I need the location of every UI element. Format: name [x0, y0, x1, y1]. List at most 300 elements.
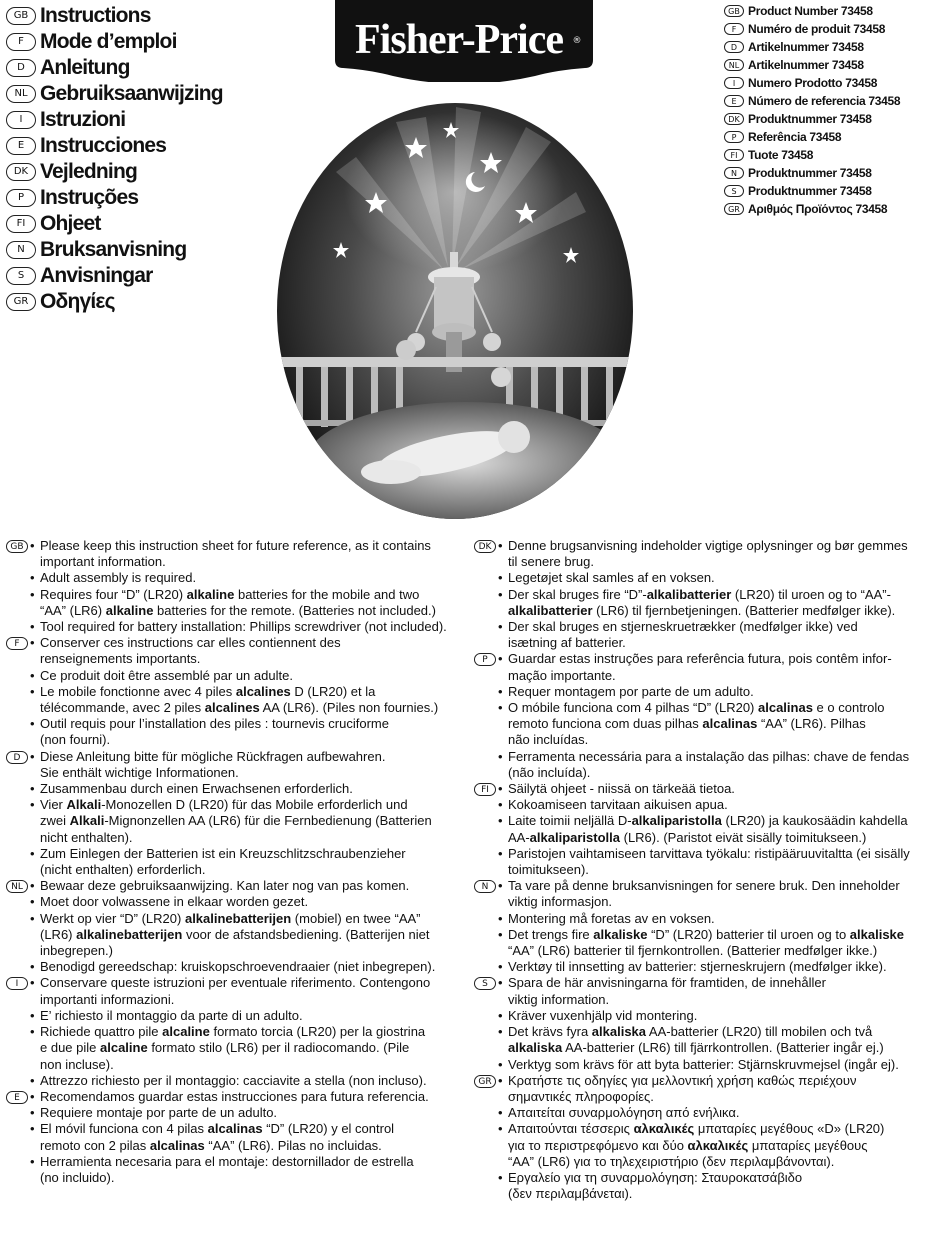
text-line: [508, 1138, 944, 1154]
text-segment: (non fourni).: [40, 732, 111, 748]
text-segment: mação importante.: [508, 667, 616, 683]
title-text: Istruzioni: [40, 108, 126, 131]
text-line: [40, 538, 454, 554]
language-code-badge: N: [724, 167, 744, 179]
product-number-row: [724, 110, 946, 128]
product-number-text: Número de referencia 73458: [748, 94, 901, 108]
text-segment: inbegrepen.): [40, 943, 113, 959]
text-segment: Bewaar deze gebruiksaanwijzing. Kan later nog van pas komen.: [40, 878, 410, 894]
text-line: [40, 554, 454, 570]
text-line: [508, 1170, 944, 1186]
bold-text-segment: alcalinas: [702, 716, 758, 732]
product-number-text: Artikelnummer 73458: [748, 40, 864, 54]
bullet-item: [498, 749, 944, 781]
text-segment: (LR6) til fjernbetjeningen. (Batterier medfølger ikke).: [592, 602, 896, 618]
language-section: [474, 975, 944, 1072]
language-code-badge: NL: [6, 880, 28, 893]
text-segment: (mobiel) en twee “AA”: [291, 910, 421, 926]
language-code-badge: GR: [474, 1075, 496, 1088]
text-segment: isætning af batterier.: [508, 635, 626, 651]
text-segment: “AA” (LR6). Pilhas: [757, 716, 866, 732]
text-segment: formato torcia (LR20) per la giostrina: [209, 1024, 426, 1040]
language-section: [474, 538, 944, 651]
bold-text-segment: alkalibatterier: [508, 602, 593, 618]
bullet-item: [30, 619, 454, 635]
text-line: [40, 1040, 454, 1056]
text-line: [508, 975, 944, 991]
text-line: [40, 830, 454, 846]
bold-text-segment: alkaliska: [508, 1040, 563, 1056]
title-text: Οδηγίες: [40, 290, 115, 313]
text-line: [40, 1024, 454, 1040]
text-segment: batteries for the remote. (Batteries not included.): [153, 602, 436, 618]
title-text: Instrucciones: [40, 134, 167, 157]
text-line: [40, 1154, 454, 1170]
text-segment: Verktyg som krävs för att byta batterier: Stjärnskruvmejsel (ingår ej).: [508, 1056, 899, 1072]
bullet-item: [30, 975, 454, 1007]
product-number-row: [724, 146, 946, 164]
instructions-left-column: [6, 538, 454, 1186]
text-segment: O móbile funciona com 4 pilhas “D” (LR20): [508, 700, 758, 716]
text-line: [40, 749, 454, 765]
text-segment: Laite toimii neljällä D-: [508, 813, 632, 829]
product-number-text: Numero Prodotto 73458: [748, 76, 878, 90]
text-segment: Ce produit doit être assemblé par un adulte.: [40, 667, 293, 683]
bullet-item: [498, 619, 944, 651]
text-line: [40, 765, 454, 781]
text-segment: Benodigd gereedschap: kruiskopschroevendraaier (niet inbegrepen).: [40, 959, 436, 975]
bullet-item: [30, 959, 454, 975]
bullet-item: [30, 1154, 454, 1186]
bullet-item: [498, 587, 944, 619]
language-code-badge: DK: [6, 163, 36, 181]
text-segment: “D” (LR20) y el control: [262, 1121, 395, 1137]
text-segment: e due pile: [40, 1040, 100, 1056]
text-segment: Diese Anleitung bitte für mögliche Rückfragen aufbewahren.: [40, 748, 386, 764]
bold-text-segment: αλκαλικές: [687, 1137, 749, 1153]
bold-text-segment: alcaline: [100, 1040, 148, 1056]
bullet-item: [498, 781, 944, 797]
text-line: [508, 732, 944, 748]
language-code-badge: FI: [6, 215, 36, 233]
text-line: [40, 1170, 454, 1186]
text-line: [40, 651, 454, 667]
bullet-item: [30, 846, 454, 878]
text-line: [508, 538, 944, 554]
text-line: [40, 732, 454, 748]
text-line: [40, 927, 454, 943]
language-code-badge: N: [6, 241, 36, 259]
text-segment: AA (LR6). (Piles non fournies.): [259, 700, 439, 716]
text-segment: Moet door volwassene in elkaar worden gezet.: [40, 894, 309, 910]
bold-text-segment: αλκαλικές: [633, 1121, 695, 1137]
bullet-item: [498, 927, 944, 959]
product-number-row: [724, 2, 946, 20]
text-line: [40, 992, 454, 1008]
bold-text-segment: alcalines: [235, 683, 291, 699]
text-line: [40, 878, 454, 894]
text-line: [508, 878, 944, 894]
text-line: [40, 959, 454, 975]
title-text: Gebruiksaanwijzing: [40, 82, 223, 105]
bullet-item: [30, 781, 454, 797]
text-line: [40, 1008, 454, 1024]
product-number-row: [724, 200, 946, 218]
product-number-text: Referência 73458: [748, 130, 842, 144]
bullet-item: [30, 668, 454, 684]
text-line: [40, 1089, 454, 1105]
title-row: [6, 55, 336, 81]
title-row: [6, 29, 336, 55]
text-segment: (no incluido).: [40, 1169, 115, 1185]
bullet-item: [30, 878, 454, 894]
text-segment: Montering må foretas av en voksen.: [508, 910, 715, 926]
language-section: [474, 1073, 944, 1203]
text-line: [508, 700, 944, 716]
language-code-badge: P: [724, 131, 744, 143]
language-code-badge: P: [6, 189, 36, 207]
text-line: [508, 927, 944, 943]
bold-text-segment: alcalinas: [758, 700, 813, 716]
language-code-badge: FI: [724, 149, 744, 161]
bullet-item: [30, 1105, 454, 1121]
text-line: [508, 635, 944, 651]
bold-text-segment: alkalibatterier: [646, 586, 732, 602]
bullet-item: [498, 684, 944, 700]
title-text: Ohjeet: [40, 212, 101, 235]
text-line: [508, 570, 944, 586]
text-line: [508, 797, 944, 813]
text-line: [40, 813, 454, 829]
bullet-item: [30, 538, 454, 570]
text-line: [40, 716, 454, 732]
product-number-row: [724, 182, 946, 200]
text-segment: (nicht enthalten) erforderlich.: [40, 862, 206, 878]
language-code-badge: F: [6, 33, 36, 51]
text-line: [508, 1008, 944, 1024]
text-segment: El móvil funciona con 4 pilas: [40, 1121, 208, 1137]
text-line: [508, 959, 944, 975]
text-segment: formato stilo (LR6) per il radiocomando. (Pile: [147, 1040, 410, 1056]
language-code-badge: S: [724, 185, 744, 197]
text-line: [508, 749, 944, 765]
text-line: [40, 943, 454, 959]
title-text: Mode d’emploi: [40, 30, 177, 53]
language-code-badge: N: [474, 880, 496, 893]
text-line: [508, 992, 944, 1008]
text-segment: Der skal bruges fire “D”-: [508, 586, 647, 602]
text-line: [40, 862, 454, 878]
product-number-text: Produktnummer 73458: [748, 184, 872, 198]
language-code-badge: S: [474, 977, 496, 990]
text-segment: Please keep this instruction sheet for future reference, as it contains: [40, 538, 431, 553]
language-code-badge: GR: [6, 293, 36, 311]
bullet-item: [30, 716, 454, 748]
text-segment: viktig information.: [508, 991, 610, 1007]
text-line: [40, 603, 454, 619]
text-segment: D (LR20) et la: [290, 683, 376, 699]
text-segment: Ferramenta necessária para a instalação das pilhas: chave de fendas: [508, 748, 910, 764]
text-line: [508, 862, 944, 878]
text-line: [508, 1073, 944, 1089]
text-line: [508, 1024, 944, 1040]
bullet-item: [498, 975, 944, 1007]
text-segment: σημαντικές πληροφορίες.: [508, 1088, 654, 1104]
bold-text-segment: alkalinebatterijen: [184, 910, 292, 926]
text-line: [508, 716, 944, 732]
language-code-badge: I: [6, 111, 36, 129]
language-code-badge: GB: [6, 540, 28, 553]
text-segment: renseignements importants.: [40, 651, 201, 667]
product-number-row: [724, 164, 946, 182]
text-segment: Vier: [40, 797, 67, 813]
text-segment: batteries for the mobile and two: [234, 586, 420, 602]
text-line: [40, 975, 454, 991]
language-section: [6, 635, 454, 748]
language-code-badge: NL: [6, 85, 36, 103]
text-segment: zwei: [40, 813, 70, 829]
text-line: [508, 668, 944, 684]
text-line: [508, 911, 944, 927]
bullet-item: [498, 878, 944, 910]
text-segment: για το περιστρεφόμενο και δύο: [508, 1137, 688, 1153]
language-code-badge: NL: [724, 59, 744, 71]
language-code-badge: P: [474, 653, 496, 666]
text-line: [40, 587, 454, 603]
language-section: [474, 781, 944, 878]
text-segment: Der skal bruges en stjerneskruetrækker (medfølger ikke) ved: [508, 619, 858, 635]
text-segment: e o controlo: [812, 700, 885, 716]
bullet-item: [498, 1024, 944, 1056]
product-number-text: Artikelnummer 73458: [748, 58, 864, 72]
crib-star-projector-photo-icon: [276, 102, 634, 520]
title-text: Anleitung: [40, 56, 130, 79]
product-number-row: [724, 128, 946, 146]
product-number-text: Produktnummer 73458: [748, 112, 872, 126]
product-number-row: [724, 56, 946, 74]
text-segment: Denne brugsanvisning indeholder vigtige oplysninger og bør gemmes: [508, 538, 908, 553]
text-segment: AA-batterier (LR6) till fjärrkontrollen. (Batterier ingår ej.): [562, 1040, 884, 1056]
bold-text-segment: alkaliske: [593, 926, 648, 942]
text-segment: “AA” (LR6). Pilas no incluidas.: [204, 1137, 382, 1153]
product-number-row: [724, 92, 946, 110]
text-segment: Werkt op vier “D” (LR20): [40, 910, 185, 926]
text-line: [40, 1073, 454, 1089]
bold-text-segment: alkaline: [186, 586, 235, 602]
text-segment: Verktøy til innsetting av batterier: stjerneskrujern (medfølger ikke).: [508, 959, 887, 975]
text-segment: “AA” (LR6): [40, 602, 106, 618]
text-line: [40, 1138, 454, 1154]
text-segment: “AA” (LR6) για το τηλεχειριστήριο (δεν περιλαμβάνονται).: [508, 1153, 835, 1169]
text-segment: Det krävs fyra: [508, 1024, 592, 1040]
text-line: [508, 830, 944, 846]
language-code-badge: F: [724, 23, 744, 35]
title-text: Vejledning: [40, 160, 138, 183]
language-section: [6, 878, 454, 975]
language-section: [474, 651, 944, 781]
bullet-item: [498, 1073, 944, 1105]
text-line: [508, 619, 944, 635]
text-segment: important information.: [40, 554, 166, 570]
language-code-badge: D: [724, 41, 744, 53]
language-code-badge: F: [6, 637, 28, 650]
bullet-item: [30, 570, 454, 586]
text-line: [508, 846, 944, 862]
text-segment: (LR6). (Paristot eivät sisälly toimitukseen.): [620, 829, 867, 845]
text-segment: télécommande, avec 2 piles: [40, 700, 205, 716]
title-row: [6, 3, 336, 29]
title-text: Instructions: [40, 4, 151, 27]
text-line: [40, 700, 454, 716]
text-line: [508, 1121, 944, 1137]
bullet-item: [498, 570, 944, 586]
bullet-item: [30, 894, 454, 910]
product-photo: [276, 102, 634, 520]
text-line: [40, 668, 454, 684]
bold-text-segment: alkalinebatterijen: [76, 926, 183, 942]
text-segment: Outil requis pour l’installation des piles : tournevis cruciforme: [40, 716, 389, 732]
text-segment: remoto funciona com duas pilhas: [508, 716, 703, 732]
language-code-badge: GR: [724, 203, 744, 215]
bullet-item: [30, 749, 454, 781]
text-line: [40, 1105, 454, 1121]
text-line: [508, 554, 944, 570]
text-line: [508, 943, 944, 959]
text-line: [508, 781, 944, 797]
title-text: Instruções: [40, 186, 139, 209]
text-line: [508, 1057, 944, 1073]
text-line: [508, 1089, 944, 1105]
language-code-badge: I: [724, 77, 744, 89]
text-segment: Richiede quattro pile: [40, 1024, 163, 1040]
bullet-item: [30, 911, 454, 960]
language-code-badge: D: [6, 59, 36, 77]
bullet-item: [498, 911, 944, 927]
product-number-text: Αριθμός Προϊόντος 73458: [748, 202, 888, 216]
bold-text-segment: alcalinas: [207, 1121, 263, 1137]
text-segment: (LR6): [40, 926, 77, 942]
text-line: [40, 635, 454, 651]
text-segment: Zusammenbau durch einen Erwachsenen erforderlich.: [40, 781, 353, 797]
text-line: [40, 619, 454, 635]
bullet-item: [498, 1057, 944, 1073]
text-segment: -Monozellen D (LR20) für das Mobile erforderlich und: [101, 797, 408, 813]
text-line: [40, 846, 454, 862]
language-code-badge: S: [6, 267, 36, 285]
product-number-row: [724, 38, 946, 56]
text-line: [508, 684, 944, 700]
text-segment: Requiere montaje por parte de un adulto.: [40, 1105, 278, 1121]
language-code-badge: FI: [474, 783, 496, 796]
bullet-item: [498, 1105, 944, 1121]
text-line: [508, 651, 944, 667]
product-number-row: [724, 20, 946, 38]
text-segment: Herramienta necesaria para el montaje: destornillador de estrella: [40, 1153, 414, 1169]
text-segment: Απαιτείται συναρμολόγηση από ενήλικα.: [508, 1105, 740, 1121]
language-code-badge: DK: [474, 540, 496, 553]
bold-text-segment: alcalines: [204, 700, 260, 716]
bullet-item: [30, 635, 454, 667]
text-segment: Legetøjet skal samles af en voksen.: [508, 570, 715, 586]
bullet-item: [498, 797, 944, 813]
bullet-item: [498, 1121, 944, 1170]
text-line: [40, 1121, 454, 1137]
bold-text-segment: alkaliska: [591, 1024, 647, 1040]
bullet-item: [498, 959, 944, 975]
text-segment: Det trengs fire: [508, 926, 594, 942]
text-segment: Ta vare på denne bruksanvisningen for senere bruk. Den inneholder: [508, 878, 900, 894]
language-code-badge: GB: [6, 7, 36, 25]
text-segment: (LR20) ja kaukosäädin kahdella: [721, 813, 908, 829]
bullet-item: [498, 813, 944, 845]
text-segment: Kokoamiseen tarvitaan aikuisen apua.: [508, 797, 728, 813]
text-segment: nicht enthalten).: [40, 829, 133, 845]
text-segment: Attrezzo richiesto per il montaggio: cacciavite a stella (non incluso).: [40, 1072, 427, 1088]
text-segment: Guardar estas instruções para referência futura, pois contêm infor-: [508, 651, 892, 667]
text-line: [508, 1154, 944, 1170]
text-segment: Spara de här anvisningarna för framtiden, de innehåller: [508, 975, 826, 991]
language-code-badge: E: [6, 137, 36, 155]
text-segment: Sie enthält wichtige Informationen.: [40, 764, 239, 780]
text-line: [508, 813, 944, 829]
bullet-item: [30, 1121, 454, 1153]
text-line: [40, 1057, 454, 1073]
bullet-item: [30, 1008, 454, 1024]
bold-text-segment: alcaline: [162, 1024, 210, 1040]
bold-text-segment: Alkali: [69, 813, 105, 829]
text-line: [40, 570, 454, 586]
bold-text-segment: alcalinas: [149, 1137, 205, 1153]
text-line: [40, 911, 454, 927]
text-segment: Recomendamos guardar estas instrucciones para futura referencia.: [40, 1088, 429, 1104]
text-line: [508, 1186, 944, 1202]
bullet-item: [498, 651, 944, 683]
bold-text-segment: alkaliparistolla: [631, 813, 722, 829]
product-number-text: Tuote 73458: [748, 148, 814, 162]
text-segment: Zum Einlegen der Batterien ist ein Kreuzschlitzschraubenzieher: [40, 845, 406, 861]
bullet-item: [30, 684, 454, 716]
text-segment: Säilytä ohjeet - niissä on tärkeää tietoa.: [508, 781, 735, 797]
text-line: [40, 797, 454, 813]
bullet-item: [498, 700, 944, 749]
text-segment: Conservare queste istruzioni per eventuale riferimento. Contengono: [40, 975, 431, 991]
language-code-badge: D: [6, 751, 28, 764]
bullet-item: [30, 1073, 454, 1089]
bullet-item: [498, 538, 944, 570]
text-segment: Tool required for battery installation: Phillips screwdriver (not included).: [40, 619, 447, 635]
text-segment: μπαταρίες μεγέθους «D» (LR20): [694, 1121, 885, 1137]
text-line: [508, 603, 944, 619]
bullet-item: [30, 587, 454, 619]
text-segment: (LR20) til uroen og to “AA”-: [731, 586, 891, 602]
bullet-item: [498, 846, 944, 878]
language-code-badge: I: [6, 977, 28, 990]
text-segment: til senere brug.: [508, 554, 594, 570]
logo-text: Fisher-Price: [355, 17, 563, 63]
language-section: [6, 1089, 454, 1186]
language-code-badge: GB: [724, 5, 744, 17]
product-number-text: Numéro de produit 73458: [748, 22, 886, 36]
instructions-right-column: [474, 538, 944, 1202]
title-text: Anvisningar: [40, 264, 153, 287]
language-code-badge: E: [6, 1091, 28, 1104]
text-segment: toimitukseen).: [508, 862, 589, 878]
bullet-item: [498, 1008, 944, 1024]
language-section: [474, 878, 944, 975]
bullet-item: [30, 797, 454, 846]
text-segment: remoto con 2 pilas: [40, 1137, 150, 1153]
text-segment: voor de afstandsbediening. (Batterijen niet: [182, 926, 430, 942]
